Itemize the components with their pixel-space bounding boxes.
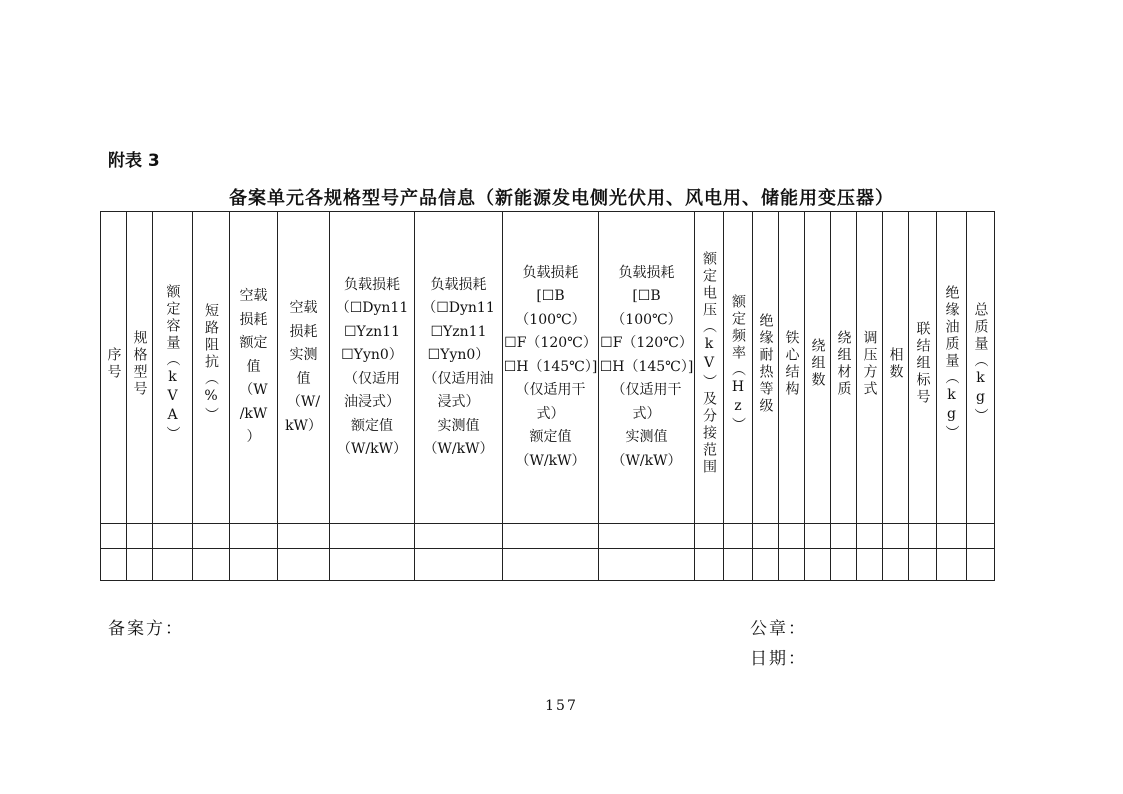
table-cell[interactable]	[127, 524, 153, 549]
header-vector-group: 联结组标号	[914, 321, 931, 406]
table-cell[interactable]	[909, 549, 937, 581]
header-phases: 相数	[887, 346, 904, 381]
header-cell	[278, 212, 330, 524]
header-cell	[415, 212, 503, 524]
header-rated-frequency: 额定频率（Hz）	[730, 293, 746, 434]
table-cell[interactable]	[503, 549, 599, 581]
header-cell	[805, 212, 831, 524]
header-short-circuit-impedance: 短路阻抗（%）	[203, 303, 219, 424]
table-cell[interactable]	[724, 524, 753, 549]
header-cell	[153, 212, 193, 524]
header-cell	[695, 212, 724, 524]
header-rated-voltage: 额定电压（kV）及分接范围	[701, 251, 717, 476]
header-insulation-class: 绝缘耐热等级	[757, 312, 774, 415]
table-cell[interactable]	[967, 524, 995, 549]
table-cell[interactable]	[883, 524, 909, 549]
table-cell[interactable]	[753, 524, 779, 549]
table-cell[interactable]	[278, 549, 330, 581]
header-rated-capacity: 额定容量（kVA）	[164, 284, 181, 443]
header-no-load-rated: 空载 损耗 额定 值 （W /kW ）	[239, 288, 268, 446]
header-cell	[503, 212, 599, 524]
table-cell[interactable]	[967, 549, 995, 581]
page-number: 157	[545, 698, 578, 714]
table-cell[interactable]	[805, 524, 831, 549]
header-model: 规格型号	[131, 329, 148, 398]
header-cell	[967, 212, 995, 524]
table-cell[interactable]	[503, 524, 599, 549]
header-winding-count: 绕组数	[809, 338, 826, 389]
header-regulation-mode: 调压方式	[861, 329, 878, 398]
header-cell	[753, 212, 779, 524]
table-cell[interactable]	[101, 524, 127, 549]
header-serial: 序号	[105, 346, 122, 381]
seal-label: 公章：	[750, 619, 807, 639]
date-label: 日期：	[750, 649, 807, 669]
table-cell[interactable]	[937, 549, 967, 581]
header-cell	[193, 212, 230, 524]
table-cell[interactable]	[330, 549, 415, 581]
header-cell	[883, 212, 909, 524]
header-total-mass: 总质量（kg）	[972, 302, 989, 425]
header-load-loss-oil-measured: 负载损耗 （☐Dyn11 ☐Yzn11 ☐Yyn0） （仅适用油 浸式） 实测值 （W/kW）	[422, 276, 495, 457]
table-cell[interactable]	[193, 549, 230, 581]
table-cell[interactable]	[230, 549, 278, 581]
header-cell	[831, 212, 857, 524]
header-cell	[724, 212, 753, 524]
header-cell	[101, 212, 127, 524]
table-cell[interactable]	[779, 549, 805, 581]
table-cell[interactable]	[805, 549, 831, 581]
table-cell[interactable]	[857, 549, 883, 581]
table-cell[interactable]	[330, 524, 415, 549]
table-cell[interactable]	[937, 524, 967, 549]
table-cell[interactable]	[153, 524, 193, 549]
table-cell[interactable]	[101, 549, 127, 581]
table-cell[interactable]	[599, 549, 695, 581]
filer-label: 备案方：	[108, 619, 184, 639]
header-cell	[909, 212, 937, 524]
table-cell[interactable]	[883, 549, 909, 581]
table-cell[interactable]	[153, 549, 193, 581]
table-row	[101, 549, 995, 581]
table-cell[interactable]	[724, 549, 753, 581]
header-load-loss-dry-rated: 负载损耗 [☐B（100℃） ☐F（120℃） ☐H（145℃）] （仅适用干 式） 额定值 （W/kW）	[503, 264, 598, 469]
header-cell	[857, 212, 883, 524]
header-cell	[599, 212, 695, 524]
header-cell	[230, 212, 278, 524]
table-title: 备案单元各规格型号产品信息（新能源发电侧光伏用、风电用、储能用变压器）	[229, 188, 894, 209]
table-cell[interactable]	[415, 549, 503, 581]
table-cell[interactable]	[695, 549, 724, 581]
header-cell	[937, 212, 967, 524]
header-oil-mass: 绝缘油质量（kg）	[943, 285, 960, 442]
table-row	[101, 524, 995, 549]
table-cell[interactable]	[599, 524, 695, 549]
table-cell[interactable]	[909, 524, 937, 549]
table-cell[interactable]	[831, 549, 857, 581]
header-row	[101, 212, 995, 524]
header-load-loss-dry-measured: 负载损耗 [☐B（100℃） ☐F（120℃） ☐H（145℃）] （仅适用干 式） 实测值 （W/kW）	[599, 264, 694, 469]
header-no-load-measured: 空载 损耗 实测 值 （W/ kW）	[285, 300, 322, 434]
header-cell	[330, 212, 415, 524]
table-cell[interactable]	[695, 524, 724, 549]
header-cell	[779, 212, 805, 524]
table-cell[interactable]	[857, 524, 883, 549]
table-cell[interactable]	[779, 524, 805, 549]
table-cell[interactable]	[278, 524, 330, 549]
table-cell[interactable]	[415, 524, 503, 549]
header-core-structure: 铁心结构	[783, 329, 800, 398]
product-info-table	[100, 211, 995, 581]
header-load-loss-oil-rated: 负载损耗 （☐Dyn11 ☐Yzn11 ☐Yyn0） （仅适用 油浸式） 额定值 （W/kW）	[335, 276, 409, 457]
table-cell[interactable]	[753, 549, 779, 581]
table-cell[interactable]	[127, 549, 153, 581]
table-cell[interactable]	[831, 524, 857, 549]
header-cell	[127, 212, 153, 524]
table-cell[interactable]	[193, 524, 230, 549]
header-winding-material: 绕组材质	[835, 329, 852, 398]
table-cell[interactable]	[230, 524, 278, 549]
appendix-label: 附表 3	[108, 151, 160, 171]
